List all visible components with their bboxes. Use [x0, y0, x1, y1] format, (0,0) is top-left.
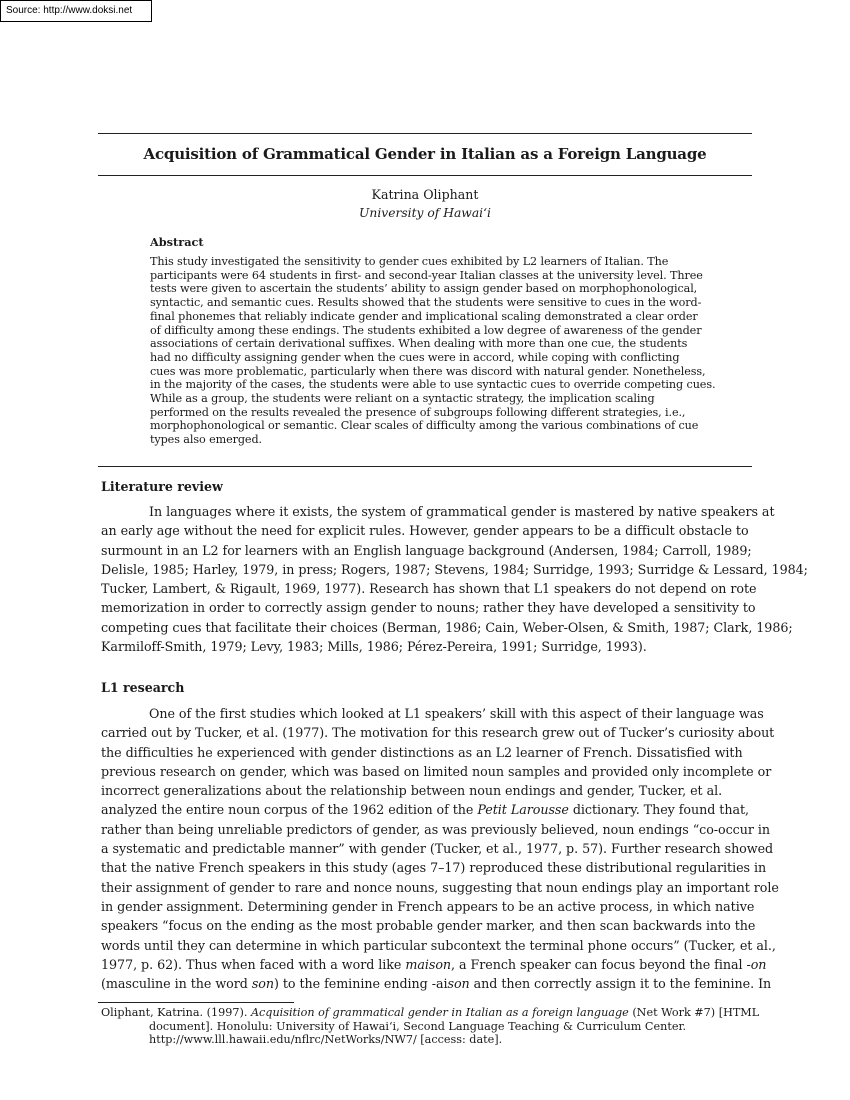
- citation-footer: [101, 1006, 761, 1047]
- abstract-line: While as a group, the students were reliant on a syntactic strategy, the implication scaling: [150, 392, 655, 406]
- abstract-text: [150, 255, 716, 447]
- paragraph-line: carried out by Tucker, et al. (1977). The motivation for this research grew out of Tucker’s curiosity about: [101, 725, 775, 741]
- paragraph-line: a systematic and predictable manner” with gender (Tucker, et al., 1977, p. 57). Further research showed: [101, 841, 774, 857]
- paragraph-line: Delisle, 1985; Harley, 1979, in press; Rogers, 1987; Stevens, 1984; Surridge, 1993; Surridge & Lessard, 1984;: [101, 561, 808, 577]
- author-name: Katrina Oliphant: [371, 187, 479, 202]
- paragraph-line: speakers “focus on the ending as the most probable gender marker, and then scan backwards into the: [101, 918, 756, 934]
- paragraph-line: the difficulties he experienced with gender distinctions as an L2 learner of French. Dissatisfied with: [101, 744, 743, 760]
- paragraph-line: In languages where it exists, the system of grammatical gender is mastered by native speakers at: [149, 504, 775, 519]
- abstract-line: of difficulty among these endings. The students exhibited a low degree of awareness of the gender: [150, 323, 702, 337]
- paper-title: Acquisition of Grammatical Gender in Italian as a Foreign Language: [143, 145, 707, 163]
- author-affiliation: University of Hawai‘i: [359, 206, 491, 220]
- section-heading-l1-research: L1 research: [101, 680, 185, 695]
- l1-research-body: [101, 704, 779, 993]
- source-label: Source: http://www.doksi.net: [0, 0, 152, 22]
- literature-review-body: [101, 502, 808, 656]
- paragraph-line: surmount in an L2 for learners with an English language background (Andersen, 1984; Carroll, 1989;: [101, 542, 752, 558]
- abstract-line: tests were given to ascertain the students’ ability to assign gender based on morphophonological,: [150, 282, 698, 296]
- paragraph-line: that the native French speakers in this study (ages 7–17) reproduced these distributional regularities in: [101, 860, 767, 876]
- paragraph-line: rather than being unreliable predictors of gender, as was previously believed, noun endings “co-occur in: [101, 821, 770, 837]
- section-heading-literature-review: Literature review: [101, 479, 223, 494]
- abstract-line: performed on the results revealed the presence of subgroups following different strategies, i.e.,: [150, 405, 686, 419]
- title-rule: [98, 175, 752, 176]
- paragraph-line: incorrect generalizations about the relationship between noun endings and gender, Tucker, et al.: [101, 783, 723, 799]
- paragraph-line: Tucker, Lambert, & Rigault, 1969, 1977). Research has shown that L1 speakers do not depend on rote: [101, 581, 757, 597]
- paragraph-line: Karmiloff-Smith, 1979; Levy, 1983; Mills, 1986; Pérez-Pereira, 1991; Surridge, 1993).: [101, 639, 647, 655]
- paragraph-line: words until they can determine in which particular subcontext the terminal phone occurs” (Tucker, et al.,: [101, 937, 776, 953]
- abstract-line: in the majority of the cases, the students were able to use syntactic cues to override competing cues.: [150, 378, 716, 392]
- paragraph-line: in gender assignment. Determining gender in French appears to be an active process, in which native: [101, 898, 755, 914]
- paragraph-line: 1977, p. 62). Thus when faced with a word like maison, a French speaker can focus beyond the final -on: [101, 956, 767, 972]
- abstract-line: final phonemes that reliably indicate gender and implicational scaling demonstrated a clear order: [150, 309, 698, 323]
- citation-line: document]. Honolulu: University of Hawai‘i, Second Language Teaching & Curriculum Center.: [149, 1019, 687, 1033]
- paragraph-line: (masculine in the word son) to the feminine ending -aison and then correctly assign it to the feminine. In: [101, 976, 772, 992]
- paragraph-line: competing cues that facilitate their choices (Berman, 1986; Cain, Weber-Olsen, & Smith, 1987; Clark, 1986;: [101, 619, 793, 635]
- abstract-rule: [98, 466, 752, 467]
- paragraph-line: their assignment of gender to rare and nonce nouns, suggesting that noun endings play an important role: [101, 879, 779, 895]
- citation-line: http://www.lll.hawaii.edu/nflrc/NetWorks/NW7/ [access: date].: [149, 1033, 503, 1047]
- paragraph-line: memorization in order to correctly assign gender to nouns; rather they have developed a sensitivity to: [101, 600, 756, 616]
- abstract-line: associations of certain derivational suffixes. When dealing with more than one cue, the students: [150, 337, 688, 351]
- abstract-line: participants were 64 students in first- and second-year Italian classes at the university level. Three: [150, 268, 703, 282]
- paragraph-line: analyzed the entire noun corpus of the 1962 edition of the Petit Larousse dictionary. They found that,: [101, 802, 749, 818]
- abstract-line: morphophonological or semantic. Clear scales of difficulty among the various combinations of cue: [150, 419, 699, 433]
- abstract-line: cues was more problematic, particularly when there was discord with natural gender. Nonetheless,: [150, 364, 706, 378]
- paragraph-line: previous research on gender, which was based on limited noun samples and provided only incomplete or: [101, 763, 772, 779]
- top-rule: [98, 133, 752, 134]
- paragraph-line: One of the first studies which looked at L1 speakers’ skill with this aspect of their language was: [149, 706, 764, 721]
- abstract-heading: Abstract: [150, 235, 204, 249]
- abstract-line: syntactic, and semantic cues. Results showed that the students were sensitive to cues in the word-: [150, 296, 702, 310]
- abstract-line: types also emerged.: [150, 433, 262, 447]
- footnote-rule: [98, 1002, 294, 1003]
- abstract-line: had no difficulty assigning gender when the cues were in accord, while coping with conflicting: [150, 350, 680, 364]
- paragraph-line: an early age without the need for explicit rules. However, gender appears to be a difficult obstacle to: [101, 523, 749, 539]
- abstract-line: This study investigated the sensitivity to gender cues exhibited by L2 learners of Italian. The: [150, 255, 669, 268]
- citation-line: Oliphant, Katrina. (1997). Acquisition of grammatical gender in Italian as a foreign language (Net Work #7) [HTML: [101, 1006, 760, 1019]
